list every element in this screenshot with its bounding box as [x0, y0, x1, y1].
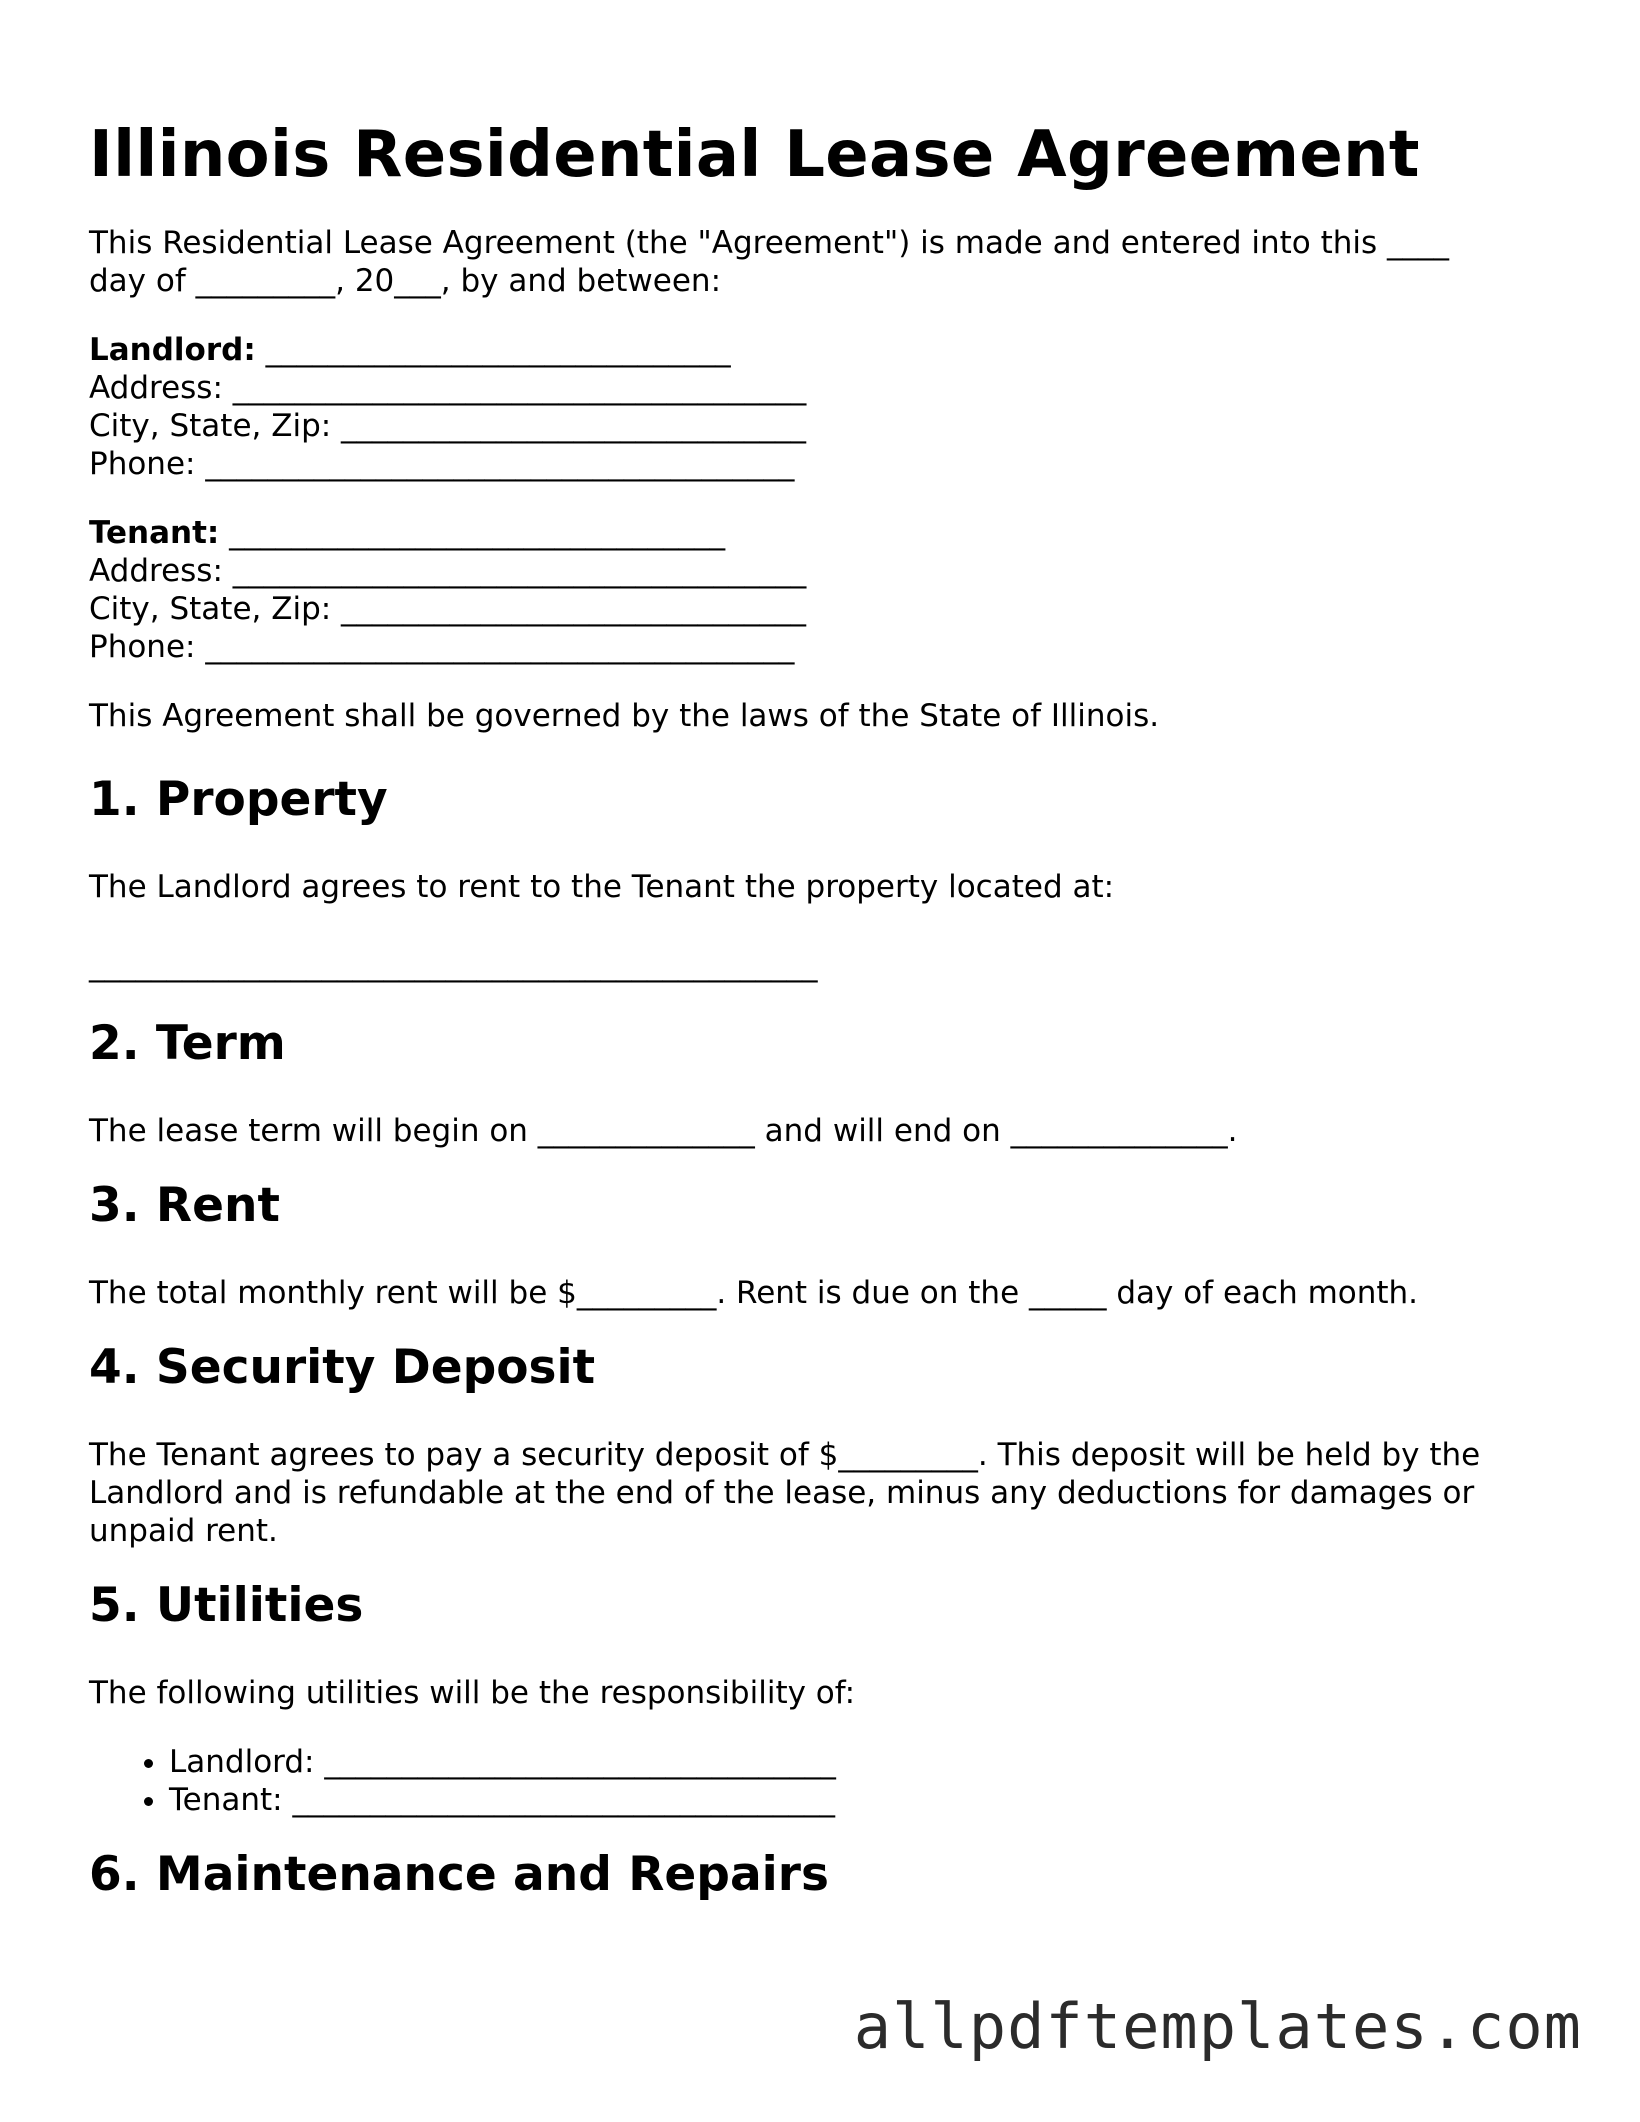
- deposit-line: Landlord and is refundable at the end of the lease, minus any deductions for damages or: [89, 1475, 1475, 1511]
- property-address-blank: _______________________________________________: [89, 947, 818, 983]
- rent-text: The total monthly rent will be $_________. Rent is due on the _____ day of each month.: [89, 1275, 1419, 1311]
- landlord-phone: Phone: ______________________________________: [89, 446, 795, 482]
- landlord-name-line: [89, 331, 1559, 369]
- tenant-label: Tenant:: [89, 515, 220, 551]
- landlord-name-blank: ______________________________: [255, 332, 731, 368]
- landlord-block: [89, 331, 1559, 483]
- watermark-text: allpdftemplates.com: [853, 1990, 1582, 2063]
- section-heading-property: 1. Property: [89, 772, 388, 827]
- section-heading-term: 2. Term: [89, 1016, 286, 1071]
- tenant-name-blank: ________________________________: [219, 515, 726, 551]
- utilities-item-tenant: • Tenant: ___________________________________: [169, 1781, 1559, 1819]
- deposit-line: The Tenant agrees to pay a security deposit of $_________. This deposit will be held by the: [89, 1437, 1481, 1473]
- section-heading-maintenance: 6. Maintenance and Repairs: [89, 1847, 829, 1902]
- document-title: Illinois Residential Lease Agreement: [89, 118, 1420, 192]
- section-heading-security-deposit: 4. Security Deposit: [89, 1340, 596, 1395]
- intro-line: This Residential Lease Agreement (the "Agreement") is made and entered into this ____: [89, 225, 1450, 261]
- section-heading-utilities: 5. Utilities: [89, 1578, 364, 1633]
- deposit-line: unpaid rent.: [89, 1513, 278, 1549]
- landlord-city: City, State, Zip: ______________________________: [89, 408, 807, 444]
- tenant-address: Address: _____________________________________: [89, 553, 807, 589]
- intro-paragraph: [89, 224, 1559, 300]
- governing-law: This Agreement shall be governed by the laws of the State of Illinois.: [89, 698, 1160, 734]
- tenant-name-line: [89, 514, 1559, 552]
- utilities-text: The following utilities will be the responsibility of:: [89, 1675, 856, 1711]
- term-text: The lease term will begin on ______________ and will end on ______________.: [89, 1113, 1238, 1149]
- intro-line: day of _________, 20___, by and between:: [89, 263, 722, 299]
- utilities-item-landlord: • Landlord: _________________________________: [169, 1743, 1559, 1781]
- property-text: The Landlord agrees to rent to the Tenant the property located at:: [89, 869, 1115, 905]
- tenant-city: City, State, Zip: ______________________________: [89, 591, 807, 627]
- utilities-list: [89, 1743, 1559, 1819]
- landlord-label: Landlord:: [89, 332, 256, 368]
- tenant-phone: Phone: ______________________________________: [89, 629, 795, 665]
- deposit-paragraph: [89, 1436, 1559, 1550]
- document-page: [89, 110, 1559, 1905]
- section-heading-rent: 3. Rent: [89, 1178, 280, 1233]
- tenant-block: [89, 514, 1559, 666]
- landlord-address: Address: _____________________________________: [89, 370, 807, 406]
